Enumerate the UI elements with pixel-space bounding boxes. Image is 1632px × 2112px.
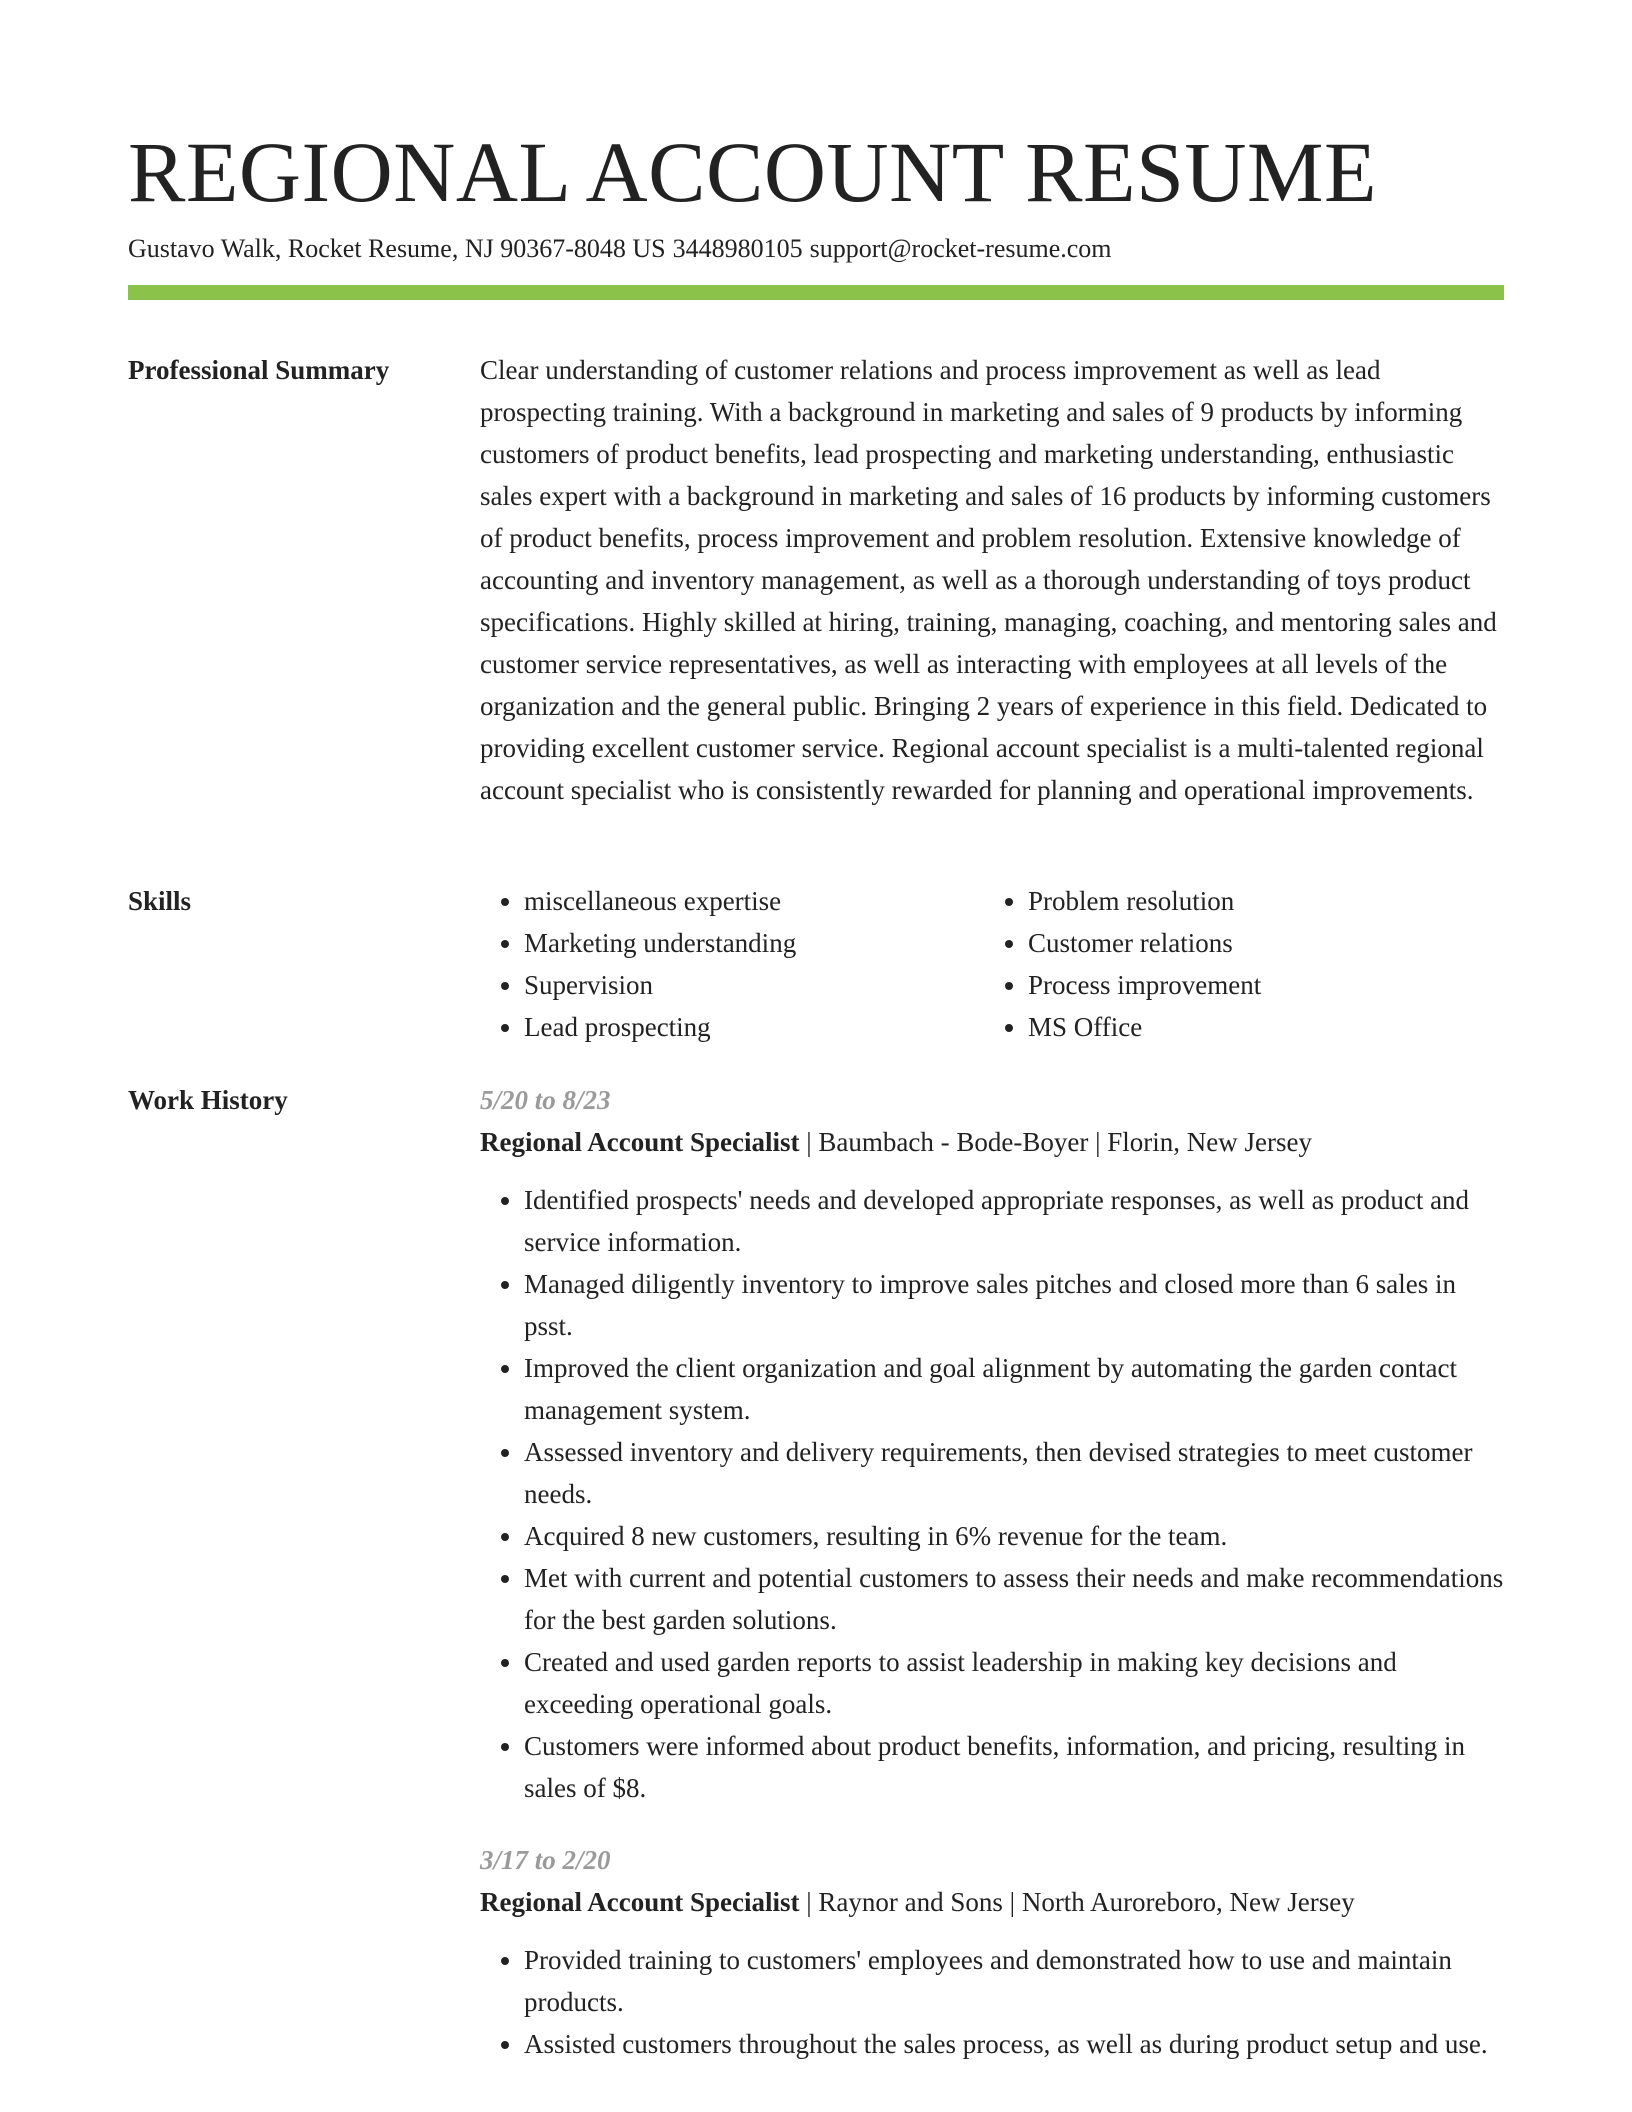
skills-list-right xyxy=(984,880,1488,1048)
job-bullet: • Managed diligently inventory to improve sales pitches and closed more than 6 sales in psst. xyxy=(524,1263,1504,1347)
job-bullet: • Created and used garden reports to assist leadership in making key decisions and exceeding operational goals. xyxy=(524,1641,1504,1725)
resume-title: REGIONAL ACCOUNT RESUME xyxy=(128,124,1378,220)
job-bullet: • Customers were informed about product benefits, information, and pricing, resulting in sales of $8. xyxy=(524,1725,1504,1809)
skills-label: Skills xyxy=(128,886,192,916)
job-bullet: • Assisted customers throughout the sales process, as well as during product setup and use. xyxy=(524,2023,1504,2065)
job-bullets xyxy=(480,1939,1504,2065)
job-bullet: • Improved the client organization and goal alignment by automating the garden contact management system. xyxy=(524,1347,1504,1431)
job-role: Regional Account Specialist xyxy=(480,1127,800,1157)
summary-label: Professional Summary xyxy=(128,355,390,385)
contact-line xyxy=(128,230,1119,268)
job-heading xyxy=(480,1121,1504,1163)
skill-item: • MS Office xyxy=(1028,1006,1488,1048)
skill-item: • Problem resolution xyxy=(1028,880,1488,922)
contact-phone: 3448980105 xyxy=(672,234,803,263)
job-role: Regional Account Specialist xyxy=(480,1887,800,1917)
job-entry xyxy=(480,1079,1504,1809)
skills-list-left xyxy=(480,880,984,1048)
job-bullet: • Identified prospects' needs and developed appropriate responses, as well as product and service information. xyxy=(524,1179,1504,1263)
skill-item: • Marketing understanding xyxy=(524,922,984,964)
contact-name-address: Gustavo Walk, Rocket Resume, NJ 90367-8048 US xyxy=(128,234,666,263)
job-bullet: • Acquired 8 new customers, resulting in 6% revenue for the team. xyxy=(524,1515,1504,1557)
job-bullet: • Assessed inventory and delivery requirements, then devised strategies to meet customer needs. xyxy=(524,1431,1504,1515)
job-details: | Baumbach - Bode-Boyer | Florin, New Jersey xyxy=(799,1127,1312,1157)
work-history-body xyxy=(480,1079,1504,2065)
skills-body xyxy=(480,880,1504,1048)
contact-email: support@rocket-resume.com xyxy=(809,234,1112,263)
summary-text: Clear understanding of customer relations and process improvement as well as lead prospecting training. With a background in marketing and sales of 9 products by informing customers of product benefits, lead prospecting and marketing understanding, enthusiastic sales expert with a background in marketing and sales of 16 products by informing customers of product benefits, process improvement and problem resolution. Extensive knowledge of accounting and inventory management, as well as a thorough understanding of toys product specifications. Highly skilled at hiring, training, managing, coaching, and mentoring sales and customer service representatives, as well as interacting with employees at all levels of the organization and the general public. Bringing 2 years of experience in this field. Dedicated to providing excellent customer service. Regional account specialist is a multi-talented regional account specialist who is consistently rewarded for planning and operational improvements. xyxy=(480,355,1497,805)
job-bullet: • Met with current and potential customers to assess their needs and make recommendations for the best garden solutions. xyxy=(524,1557,1504,1641)
job-entry xyxy=(480,1839,1504,2065)
job-dates: 3/17 to 2/20 xyxy=(480,1845,611,1875)
job-bullets xyxy=(480,1179,1504,1809)
summary-body xyxy=(480,349,1504,811)
skill-item: • miscellaneous expertise xyxy=(524,880,984,922)
skill-item: • Lead prospecting xyxy=(524,1006,984,1048)
job-details: | Raynor and Sons | North Auroreboro, New Jersey xyxy=(799,1887,1355,1917)
skill-item: • Supervision xyxy=(524,964,984,1006)
skill-item: • Process improvement xyxy=(1028,964,1488,1006)
job-dates: 5/20 to 8/23 xyxy=(480,1085,611,1115)
job-heading xyxy=(480,1881,1504,1923)
skill-item: • Customer relations xyxy=(1028,922,1488,964)
work-history-label: Work History xyxy=(128,1085,288,1115)
job-bullet: • Provided training to customers' employees and demonstrated how to use and maintain products. xyxy=(524,1939,1504,2023)
header-divider xyxy=(128,285,1504,300)
